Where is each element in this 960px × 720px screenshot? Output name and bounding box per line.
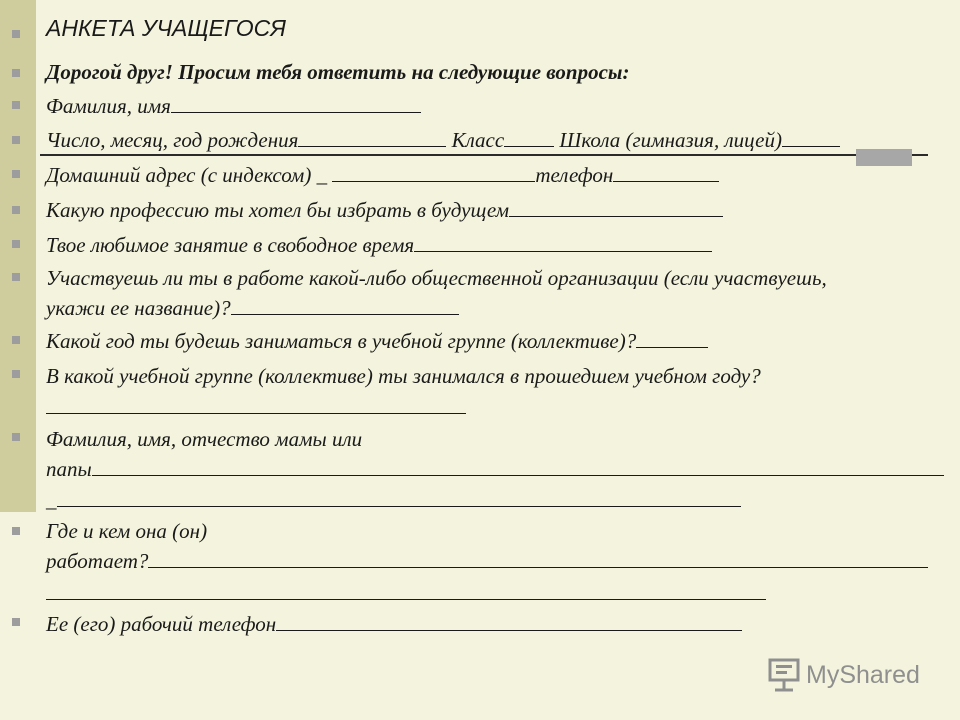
parent-blank-2[interactable] — [57, 505, 741, 507]
field-parent — [46, 459, 944, 480]
field-birth-label: Число, месяц, год рождения — [46, 128, 299, 152]
profession-blank[interactable] — [509, 215, 723, 217]
field-work — [46, 551, 928, 572]
field-class-label: Класс — [451, 128, 505, 152]
watermark-text: MyShared — [806, 660, 920, 689]
bullet-icon — [12, 433, 20, 441]
work-phone-blank[interactable] — [276, 629, 742, 631]
organization-blank[interactable] — [231, 313, 459, 315]
address-separator: _ — [316, 163, 328, 187]
field-name — [46, 96, 421, 117]
bullet-icon — [12, 273, 20, 281]
field-parent-line1: Фамилия, имя, отчество мамы или — [46, 427, 363, 451]
field-profession — [46, 200, 723, 221]
field-birth — [46, 130, 840, 151]
parent-continuation-mark: _ — [46, 488, 57, 512]
field-address-label: Домашний адрес (с индексом) — [46, 163, 312, 187]
presentation-board-icon — [768, 658, 800, 692]
class-blank[interactable] — [504, 145, 554, 147]
phone-blank[interactable] — [613, 180, 719, 182]
work-blank[interactable] — [148, 566, 928, 568]
field-work-line1: Где и кем она (он) — [46, 519, 208, 543]
field-hobby — [46, 235, 712, 256]
work-blank-2[interactable] — [46, 599, 766, 600]
prev-group-blank[interactable] — [46, 413, 466, 414]
field-work-phone — [46, 614, 742, 635]
school-blank[interactable] — [782, 145, 840, 147]
bullet-icon — [12, 618, 20, 626]
watermark — [768, 657, 920, 693]
field-organization-label: укажи ее название)? — [46, 296, 231, 320]
field-year-label: Какой год ты будешь заниматься в учебной группе (коллективе)? — [46, 329, 637, 353]
intro-text: Дорогой друг! Просим тебя ответить на следующие вопросы: — [46, 60, 630, 84]
year-blank[interactable] — [636, 346, 708, 348]
field-profession-label: Какую профессию ты хотел бы избрать в будущем — [46, 198, 510, 222]
field-parent-continuation — [46, 490, 741, 511]
field-address — [46, 165, 719, 186]
address-blank[interactable] — [332, 180, 535, 182]
field-parent-label: папы — [46, 457, 92, 481]
bullet-icon — [12, 527, 20, 535]
decorative-rule — [40, 154, 928, 156]
field-name-label: Фамилия, имя — [46, 94, 171, 118]
parent-blank[interactable] — [92, 474, 944, 476]
bullet-icon — [12, 101, 20, 109]
field-year — [46, 331, 708, 352]
field-work-phone-label: Ее (его) рабочий телефон — [46, 612, 277, 636]
bullet-icon — [12, 69, 20, 77]
page-title: АНКЕТА УЧАЩЕГОСЯ — [46, 15, 286, 41]
field-school-label: Школа (гимназия, лицей) — [559, 128, 782, 152]
birth-blank[interactable] — [298, 145, 446, 147]
field-organization-line1: Участвуешь ли ты в работе какой-либо общественной организации (если участвуешь, — [46, 266, 827, 290]
bullet-icon — [12, 30, 20, 38]
field-prev-group: В какой учебной группе (коллективе) ты занимался в прошедшем учебном году? — [46, 364, 761, 388]
hobby-blank[interactable] — [414, 250, 712, 252]
bullet-icon — [12, 370, 20, 378]
bullet-icon — [12, 136, 20, 144]
field-hobby-label: Твое любимое занятие в свободное время — [46, 233, 415, 257]
field-phone-label: телефон — [535, 163, 614, 187]
name-blank[interactable] — [171, 111, 421, 113]
bullet-icon — [12, 336, 20, 344]
bullet-icon — [12, 170, 20, 178]
decorative-block — [856, 149, 912, 166]
field-work-label: работает? — [46, 549, 149, 573]
bullet-icon — [12, 240, 20, 248]
bullet-icon — [12, 206, 20, 214]
field-organization — [46, 298, 459, 319]
